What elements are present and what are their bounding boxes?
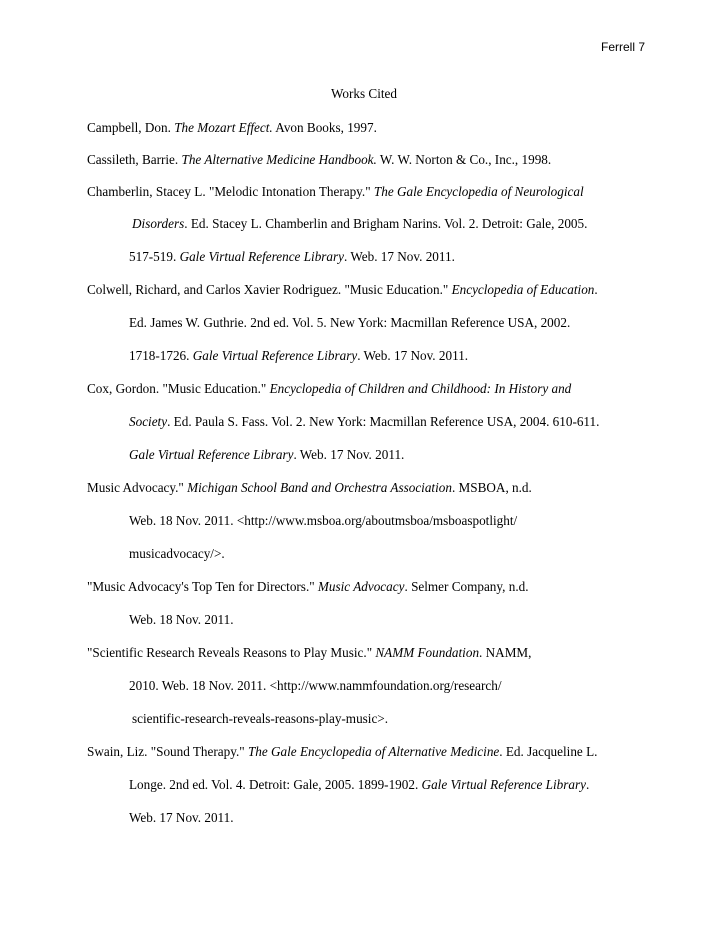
running-head: Ferrell 7: [600, 40, 645, 54]
citation-line: 1718-1726. Gale Virtual Reference Library. Web. 17 Nov. 2011.: [129, 348, 469, 363]
citation-line: Chamberlin, Stacey L. "Melodic Intonation Therapy." The Gale Encyclopedia of Neurological: [87, 184, 584, 199]
citation-line: scientific-research-reveals-reasons-play-music>.: [132, 711, 389, 726]
citation-line: Web. 18 Nov. 2011.: [129, 612, 234, 627]
citation-line: Cassileth, Barrie. The Alternative Medicine Handbook. W. W. Norton & Co., Inc., 1998.: [87, 152, 552, 167]
citation-line: musicadvocacy/>.: [129, 546, 225, 561]
citation-line: Web. 18 Nov. 2011. <http://www.msboa.org/aboutmsboa/msboaspotlight/: [129, 513, 518, 528]
citation-line: Cox, Gordon. "Music Education." Encyclopedia of Children and Childhood: In History and: [87, 381, 572, 396]
citation-line: Gale Virtual Reference Library. Web. 17 Nov. 2011.: [129, 447, 405, 462]
citation-line: Campbell, Don. The Mozart Effect. Avon Books, 1997.: [87, 120, 377, 135]
citation-line: Disorders. Ed. Stacey L. Chamberlin and Brigham Narins. Vol. 2. Detroit: Gale, 2005.: [132, 216, 588, 231]
citation-line: "Scientific Research Reveals Reasons to Play Music." NAMM Foundation. NAMM,: [87, 645, 532, 660]
citation-line: Ed. James W. Guthrie. 2nd ed. Vol. 5. New York: Macmillan Reference USA, 2002.: [129, 315, 571, 330]
citation-line: Colwell, Richard, and Carlos Xavier Rodriguez. "Music Education." Encyclopedia of Education.: [87, 282, 598, 297]
citation-line: Swain, Liz. "Sound Therapy." The Gale Encyclopedia of Alternative Medicine. Ed. Jacqueline L.: [87, 744, 598, 759]
citation-line: Music Advocacy." Michigan School Band and Orchestra Association. MSBOA, n.d.: [87, 480, 532, 495]
citation-line: 2010. Web. 18 Nov. 2011. <http://www.nammfoundation.org/research/: [129, 678, 502, 693]
citation-line: Longe. 2nd ed. Vol. 4. Detroit: Gale, 2005. 1899-1902. Gale Virtual Reference Library.: [129, 777, 590, 792]
citation-line: "Music Advocacy's Top Ten for Directors." Music Advocacy. Selmer Company, n.d.: [87, 579, 529, 594]
citation-line: Web. 17 Nov. 2011.: [129, 810, 234, 825]
citation-line: Society. Ed. Paula S. Fass. Vol. 2. New York: Macmillan Reference USA, 2004. 610-611.: [129, 414, 600, 429]
page-title: Works Cited: [331, 86, 397, 101]
citation-line: 517-519. Gale Virtual Reference Library. Web. 17 Nov. 2011.: [129, 249, 455, 264]
